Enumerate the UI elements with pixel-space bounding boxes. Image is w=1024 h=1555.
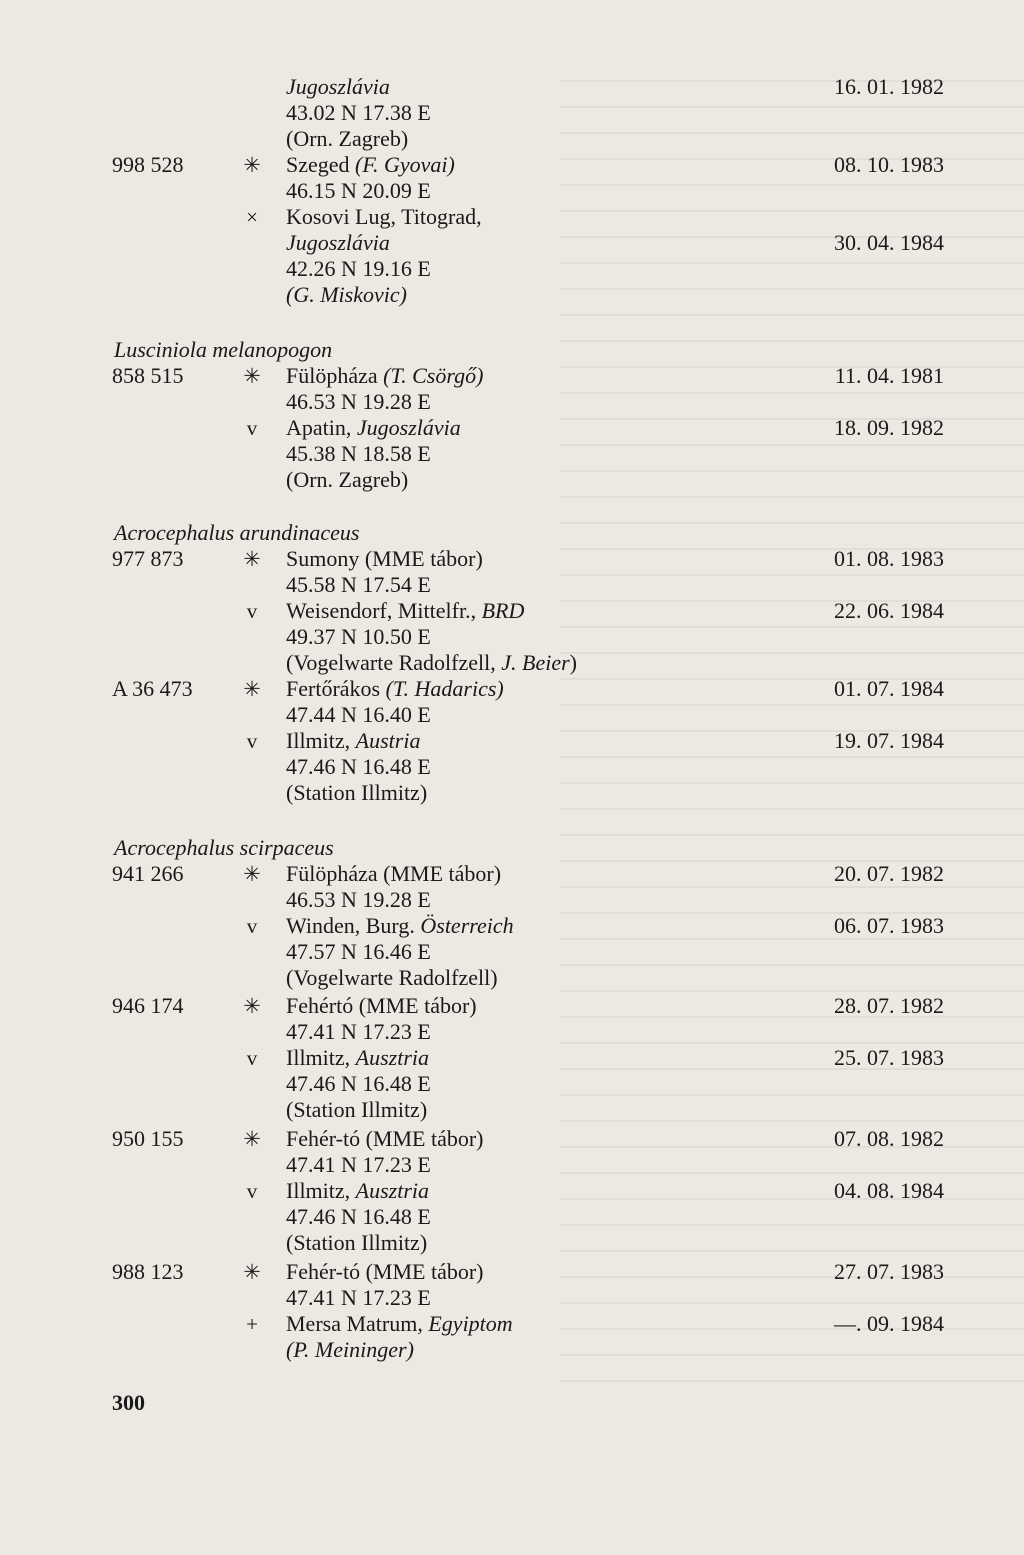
- record-line: [0, 861, 1024, 887]
- record-line: [0, 650, 1024, 676]
- record-text: [286, 100, 431, 126]
- record-date: 04. 08. 1984: [834, 1178, 944, 1203]
- record-text: [286, 1337, 414, 1363]
- event-symbol: v: [246, 599, 258, 623]
- record-text: [286, 1097, 427, 1123]
- record-line: [0, 1097, 1024, 1123]
- record-line: [0, 178, 1024, 204]
- record-text-part: (Orn. Zagreb): [286, 467, 409, 492]
- ring-number: A 36 473: [112, 676, 193, 701]
- record-text-part: Weisendorf, Mittelfr.,: [286, 598, 482, 623]
- ring-number: 977 873: [112, 546, 184, 571]
- record-date: 01. 07. 1984: [834, 676, 944, 701]
- record-text-part: Illmitz,: [286, 1045, 356, 1070]
- record-text: [286, 415, 461, 441]
- record-text-part: Szeged: [286, 152, 356, 177]
- record-line: [0, 1311, 1024, 1337]
- record-text: [286, 676, 504, 702]
- record-line: [0, 780, 1024, 806]
- record-line: [0, 204, 1024, 230]
- record-text: [286, 467, 408, 493]
- record-text-part: 45.38 N 18.58 E: [286, 441, 431, 466]
- ring-number: 950 155: [112, 1126, 184, 1151]
- record-text: [286, 1071, 431, 1097]
- record-text-part: Fehér-tó (MME tábor): [286, 1259, 484, 1284]
- record-line: [0, 1071, 1024, 1097]
- record-text: [286, 624, 431, 650]
- record-date: 20. 07. 1982: [834, 861, 944, 886]
- event-symbol: ✳: [243, 364, 261, 388]
- record-text-part: Winden, Burg.: [286, 913, 421, 938]
- record-text: [286, 204, 482, 230]
- record-text-part: (Station Illmitz): [286, 1097, 428, 1122]
- record-text: [286, 572, 431, 598]
- record-text-part: 47.46 N 16.48 E: [286, 1204, 431, 1229]
- record-line: [0, 441, 1024, 467]
- record-date: 08. 10. 1983: [834, 152, 944, 177]
- record-line: [0, 1259, 1024, 1285]
- record-text-part: (P. Meininger): [286, 1337, 414, 1362]
- record-text-part: (T. Hadarics): [385, 676, 504, 701]
- record-text: [286, 126, 408, 152]
- record-text: [286, 1126, 484, 1152]
- record-text-part: Illmitz,: [286, 728, 356, 753]
- record-line: [0, 728, 1024, 754]
- record-text-part: (Station Illmitz): [286, 780, 428, 805]
- event-symbol: ✳: [243, 994, 261, 1018]
- record-text-part: Jugoszlávia: [286, 74, 390, 99]
- record-text-part: 45.58 N 17.54 E: [286, 572, 431, 597]
- record-date: 18. 09. 1982: [834, 415, 944, 440]
- record-line: [0, 546, 1024, 572]
- record-text-part: 46.15 N 20.09 E: [286, 178, 431, 203]
- record-date: 01. 08. 1983: [834, 546, 944, 571]
- species-name: Acrocephalus scirpaceus: [114, 835, 334, 860]
- species-heading: [0, 520, 1024, 546]
- record-line: [0, 100, 1024, 126]
- record-text: [286, 1204, 431, 1230]
- record-text: [286, 178, 431, 204]
- record-text: [286, 1311, 513, 1337]
- record-date: 19. 07. 1984: [834, 728, 944, 753]
- record-text-part: 47.46 N 16.48 E: [286, 1071, 431, 1096]
- species-heading: [0, 835, 1024, 861]
- ring-number: 998 528: [112, 152, 184, 177]
- record-text: [286, 598, 524, 624]
- event-symbol: ×: [246, 205, 258, 229]
- record-date: —. 09. 1984: [834, 1311, 944, 1336]
- record-text-part: Jugoszlávia: [286, 230, 390, 255]
- record-text-part: 47.41 N 17.23 E: [286, 1019, 431, 1044]
- event-symbol: v: [246, 914, 258, 938]
- record-line: [0, 74, 1024, 100]
- record-line: [0, 230, 1024, 256]
- record-text: [286, 152, 455, 178]
- record-line: [0, 363, 1024, 389]
- event-symbol: ✳: [243, 547, 261, 571]
- record-line: [0, 1204, 1024, 1230]
- record-line: [0, 415, 1024, 441]
- record-text-part: Fehértó (MME tábor): [286, 993, 477, 1018]
- record-line: [0, 754, 1024, 780]
- record-text: [286, 728, 420, 754]
- record-text: [286, 861, 501, 887]
- record-line: [0, 598, 1024, 624]
- record-text: [286, 546, 483, 572]
- ring-number: 941 266: [112, 861, 184, 886]
- record-text-part: 49.37 N 10.50 E: [286, 624, 431, 649]
- event-symbol: v: [246, 416, 258, 440]
- record-text-part: (F. Gyovai): [355, 152, 455, 177]
- record-line: [0, 126, 1024, 152]
- record-line: [0, 1230, 1024, 1256]
- record-text: [286, 1045, 429, 1071]
- record-text: [286, 965, 498, 991]
- record-text: [286, 650, 577, 676]
- record-text: [286, 1152, 431, 1178]
- record-text-part: Kosovi Lug, Titograd,: [286, 204, 482, 229]
- record-line: [0, 939, 1024, 965]
- record-line: [0, 152, 1024, 178]
- record-date: 06. 07. 1983: [834, 913, 944, 938]
- event-symbol: v: [246, 1179, 258, 1203]
- record-line: [0, 1152, 1024, 1178]
- record-date: 30. 04. 1984: [834, 230, 944, 255]
- record-text-part: 46.53 N 19.28 E: [286, 887, 431, 912]
- event-symbol: ✳: [243, 1260, 261, 1284]
- record-text-part: 47.46 N 16.48 E: [286, 754, 431, 779]
- record-text-part: Jugoszlávia: [356, 415, 461, 440]
- record-text: [286, 74, 390, 100]
- record-text-part: 47.41 N 17.23 E: [286, 1152, 431, 1177]
- record-date: 28. 07. 1982: [834, 993, 944, 1018]
- record-text: [286, 1178, 429, 1204]
- event-symbol: ✳: [243, 153, 261, 177]
- record-date: 16. 01. 1982: [834, 74, 944, 99]
- record-text: [286, 441, 431, 467]
- record-text: [286, 887, 431, 913]
- record-text: [286, 1285, 431, 1311]
- record-line: [0, 1126, 1024, 1152]
- record-text-part: Apatin,: [286, 415, 357, 440]
- species-heading: [0, 337, 1024, 363]
- record-text-part: Fertőrákos: [286, 676, 386, 701]
- record-text-part: Egyiptom: [428, 1311, 513, 1336]
- record-text: [286, 1230, 427, 1256]
- record-text-part: Austria: [355, 728, 421, 753]
- record-text-part: (Vogelwarte Radolfzell): [286, 965, 498, 990]
- record-text-part: (G. Miskovic): [286, 282, 407, 307]
- record-line: [0, 1337, 1024, 1363]
- record-line: [0, 676, 1024, 702]
- record-text: [286, 256, 431, 282]
- record-text-part: (Station Illmitz): [286, 1230, 428, 1255]
- record-text: [286, 230, 390, 256]
- record-text-part: Österreich: [420, 913, 514, 938]
- record-text-part: (Vogelwarte Radolfzell,: [286, 650, 502, 675]
- record-line: [0, 572, 1024, 598]
- species-name: Lusciniola melanopogon: [114, 337, 333, 362]
- record-line: [0, 702, 1024, 728]
- record-text-part: J. Beier: [501, 650, 570, 675]
- record-line: [0, 965, 1024, 991]
- record-line: [0, 1045, 1024, 1071]
- record-line: [0, 256, 1024, 282]
- record-text-part: Fülöpháza (MME tábor): [286, 861, 502, 886]
- record-text: [286, 282, 407, 308]
- record-text: [286, 702, 431, 728]
- record-line: [0, 1178, 1024, 1204]
- record-line: [0, 1285, 1024, 1311]
- record-text: [286, 939, 431, 965]
- record-line: [0, 913, 1024, 939]
- record-text: [286, 1019, 431, 1045]
- record-line: [0, 624, 1024, 650]
- event-symbol: +: [246, 1312, 258, 1336]
- record-text: [286, 754, 431, 780]
- event-symbol: ✳: [243, 677, 261, 701]
- record-date: 25. 07. 1983: [834, 1045, 944, 1070]
- record-text: [286, 913, 514, 939]
- record-text-part: 47.44 N 16.40 E: [286, 702, 431, 727]
- ring-number: 988 123: [112, 1259, 184, 1284]
- record-text-part: (T. Csörgő): [383, 363, 484, 388]
- record-line: [0, 993, 1024, 1019]
- record-text-part: BRD: [481, 598, 525, 623]
- record-text-part: 43.02 N 17.38 E: [286, 100, 431, 125]
- record-text: [286, 780, 427, 806]
- ring-number: 858 515: [112, 363, 184, 388]
- record-text-part: Fehér-tó (MME tábor): [286, 1126, 484, 1151]
- record-text-part: Ausztria: [355, 1178, 430, 1203]
- event-symbol: v: [246, 729, 258, 753]
- record-text-part: 42.26 N 19.16 E: [286, 256, 431, 281]
- record-text-part: Illmitz,: [286, 1178, 356, 1203]
- record-text: [286, 389, 431, 415]
- record-text-part: Sumony (MME tábor): [286, 546, 483, 571]
- record-line: [0, 1019, 1024, 1045]
- record-text-part: (Orn. Zagreb): [286, 126, 409, 151]
- record-line: [0, 389, 1024, 415]
- record-line: [0, 467, 1024, 493]
- ring-number: 946 174: [112, 993, 184, 1018]
- record-text-part: Ausztria: [355, 1045, 430, 1070]
- record-text: [286, 363, 483, 389]
- record-text: [286, 993, 477, 1019]
- event-symbol: ✳: [243, 862, 261, 886]
- record-date: 07. 08. 1982: [834, 1126, 944, 1151]
- record-line: [0, 887, 1024, 913]
- record-text-part: Fülöpháza: [286, 363, 384, 388]
- event-symbol: ✳: [243, 1127, 261, 1151]
- record-line: [0, 282, 1024, 308]
- event-symbol: v: [246, 1046, 258, 1070]
- record-text-part: 46.53 N 19.28 E: [286, 389, 431, 414]
- page-number: 300: [112, 1390, 145, 1415]
- record-date: 27. 07. 1983: [834, 1259, 944, 1284]
- species-name: Acrocephalus arundinaceus: [114, 520, 360, 545]
- record-text-part: 47.41 N 17.23 E: [286, 1285, 431, 1310]
- record-text-part: ): [569, 650, 577, 675]
- record-date: 11. 04. 1981: [834, 363, 944, 388]
- record-text: [286, 1259, 484, 1285]
- record-date: 22. 06. 1984: [834, 598, 944, 623]
- record-text-part: 47.57 N 16.46 E: [286, 939, 431, 964]
- record-text-part: Mersa Matrum,: [286, 1311, 429, 1336]
